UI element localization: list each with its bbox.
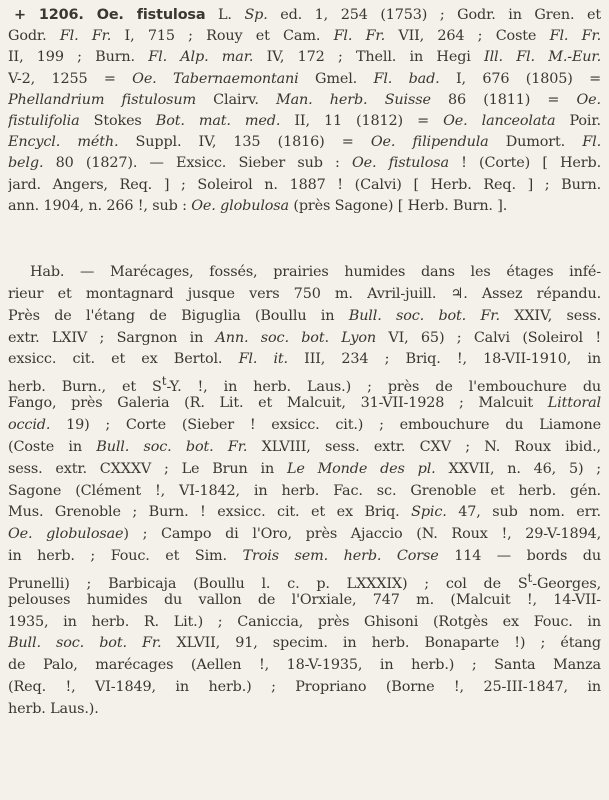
habitat-line: 1935, in herb. R. Lit.) ; Caniccia, près Ghisoni (Rotgès ex Fouc. in [8,613,601,630]
habitat-line: Hab. — Marécages, fossés, prairies humides dans les étages infé- [30,264,601,280]
habitat-line: Bull. soc. bot. Fr. XLVII, 91, specim. in herb. Bonaparte !) ; étang [8,635,601,652]
entry-line: fistulifolia Stokes Bot. mat. med. II, 11 (1812) = Oe. lanceolata Poir. [8,113,601,129]
entry-line: II, 199 ; Burn. Fl. Alp. mar. IV, 172 ; Thell. in Hegi Ill. Fl. M.-Eur. [8,49,601,66]
entry-line: V-2, 1255 = Oe. Tabernaemontani Gmel. Fl. bad. I, 676 (1805) = [8,70,601,87]
habitat-line: (Coste in Bull. soc. bot. Fr. XLVIII, sess. extr. CXV ; N. Roux ibid., [8,438,601,455]
habitat-line: extr. LXIV ; Sargnon in Ann. soc. bot. Lyon VI, 65) ; Calvi (Soleirol ! [8,329,601,346]
habitat-line: Sagone (Clément !, VI-1842, in herb. Fac. sc. Grenoble et herb. gén. [8,482,601,499]
habitat-line: exsicc. cit. et ex Bertol. Fl. it. III, 234 ; Briq. !, 18-VII-1910, in [8,351,601,368]
habitat-line: (Req. !, VI-1849, in herb.) ; Propriano (Borne !, 25-III-1847, in [8,679,601,696]
habitat-line: Oe. globulosae) ; Campo di l'Oro, près Ajaccio (N. Roux !, 29-V-1894, [8,526,601,543]
entry-line: ann. 1904, n. 266 !, sub : Oe. globulosa (près Sagone) [ Herb. Burn. ]. [8,197,508,214]
habitat-line: Mus. Grenoble ; Burn. ! exsicc. cit. et ex Briq. Spic. 47, sub nom. err. [8,504,601,521]
entry-line: Godr. Fl. Fr. I, 715 ; Rouy et Cam. Fl. Fr. VII, 264 ; Coste Fl. Fr. [8,28,601,45]
entry-line: Phellandrium fistulosum Clairv. Man. herb. Suisse 86 (1811) = Oe. [8,91,601,108]
entry-line: Encycl. méth. Suppl. IV, 135 (1816) = Oe. filipendula Dumort. Fl. [8,134,601,151]
habitat-line: sess. extr. CXXXV ; Le Brun in Le Monde des pl. XXVII, n. 46, 5) ; [8,460,601,477]
habitat-line: de Palo, marécages (Aellen !, 18-V-1935, in herb.) ; Santa Manza [8,657,601,674]
habitat-line: pelouses humides du vallon de l'Orxiale, 747 m. (Malcuit !, 14-VII- [8,591,601,608]
habitat-line: Fango, près Galeria (R. Lit. et Malcuit, 31-VII-1928 ; Malcuit Littoral [8,395,601,412]
habitat-line: in herb. ; Fouc. et Sim. Trois sem. herb. Corse 114 — bords du [8,548,601,565]
entry-line: belg. 80 (1827). — Exsicc. Sieber sub : Oe. fistulosa ! (Corte) [ Herb. [8,155,601,172]
entry-line: + 1206. Oe. fistulosa L. Sp. ed. 1, 254 (1753) ; Godr. in Gren. et [14,7,601,23]
habitat-line: Prunelli) ; Barbicaja (Boullu l. c. p. LXXXIX) ; col de $S^t$-Georges, [8,570,601,592]
habitat-line: Près de l'étang de Biguglia (Boullu in Bull. soc. bot. Fr. XXIV, sess. [8,307,601,324]
habitat-line: herb. Burn., et $S^t-Y$. !, in herb. Laus.) ; près de l'embouchure du [8,374,601,396]
habitat-line: occid. 19) ; Corte (Sieber ! exsicc. cit.) ; embouchure du Liamone [8,416,601,433]
entry-line: jard. Angers, Req. ] ; Soleirol n. 1887 ! (Calvi) [ Herb. Req. ] ; Burn. [8,176,601,193]
habitat-line: herb. Laus.). [8,701,99,717]
habitat-line: rieur et montagnard jusque vers 750 m. Avril-juill. ♃. Assez répandu. [8,285,601,302]
